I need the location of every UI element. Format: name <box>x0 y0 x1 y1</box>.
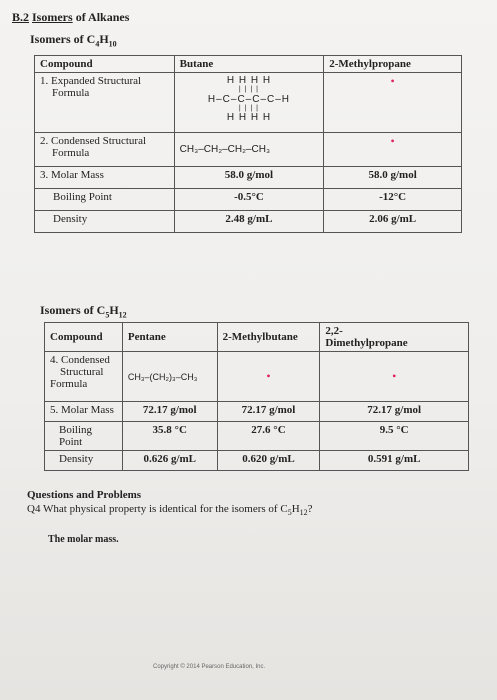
section-title-tail: of Alkanes <box>72 10 130 24</box>
butane-density: 2.48 g/mL <box>174 211 324 233</box>
table-row <box>35 167 462 189</box>
pentane-condensed-formula: CH₃–(CH₂)₃–CH₃ <box>122 352 217 402</box>
methylpropane-boiling-point: -12°C <box>324 189 462 211</box>
questions-heading: Questions and Problems <box>27 489 142 501</box>
column-header-2-methylbutane: 2-Methylbutane <box>217 323 320 352</box>
methylpropane-expanded-cell <box>324 73 462 133</box>
answer-marker-icon: • <box>390 74 395 88</box>
section-number: B.2 <box>12 10 30 24</box>
table-row <box>45 451 469 471</box>
table-row <box>35 73 462 133</box>
dimethylpropane-density: 0.591 g/mL <box>320 451 469 471</box>
butane-molar-mass: 58.0 g/mol <box>174 167 324 189</box>
methylbutane-boiling-point: 27.6 °C <box>217 422 320 451</box>
question-q4: Q4 What physical property is identical for the isomers of $C_5H_{12}$? <box>27 503 313 518</box>
pentane-density: 0.626 g/mL <box>122 451 217 471</box>
answer-marker-icon: • <box>266 369 271 383</box>
answer-marker-icon: • <box>392 369 397 383</box>
methylpropane-condensed-cell <box>324 133 462 167</box>
table-row <box>45 402 469 422</box>
answer-marker-icon: • <box>390 134 395 148</box>
pentane-boiling-point: 35.8 °C <box>122 422 217 451</box>
table-row <box>35 133 462 167</box>
row-label-condensed-formula: 2. Condensed Structural Formula <box>35 133 175 167</box>
column-header-2-methylpropane: 2-Methylpropane <box>324 56 462 73</box>
butane-isomers-title: Isomers of $C_4H_{10}$ <box>30 32 117 49</box>
row-label-condensed-formula: 4. Condensed Structural Formula <box>45 352 123 402</box>
butane-isomers-table <box>34 55 462 233</box>
methylpropane-density: 2.06 g/mL <box>324 211 462 233</box>
table-row <box>45 323 469 352</box>
dimethylpropane-boiling-point: 9.5 °C <box>320 422 469 451</box>
pentane-molar-mass: 72.17 g/mol <box>122 402 217 422</box>
table-row <box>35 211 462 233</box>
pentane-isomers-title: Isomers of $C_5H_{12}$ <box>40 303 127 320</box>
butane-expanded-structure: H H H H | | | | H–C–C–C–C–H | | | | H H H H <box>174 73 324 133</box>
answer-q4: The molar mass. <box>48 534 119 545</box>
row-label-density: Density <box>45 451 123 471</box>
copyright-notice: Copyright © 2014 Pearson Education, Inc. <box>153 664 266 670</box>
column-header-compound: Compound <box>45 323 123 352</box>
methylbutane-condensed-cell <box>217 352 320 402</box>
methylpropane-molar-mass: 58.0 g/mol <box>324 167 462 189</box>
section-title <box>12 10 129 25</box>
methylbutane-density: 0.620 g/mL <box>217 451 320 471</box>
column-header-pentane: Pentane <box>122 323 217 352</box>
column-header-compound: Compound <box>35 56 175 73</box>
row-label-boiling-point: Boiling Point <box>45 422 123 451</box>
table-row <box>45 422 469 451</box>
table-row <box>35 56 462 73</box>
table-row <box>45 352 469 402</box>
row-label-density: Density <box>35 211 175 233</box>
column-header-dimethylpropane: 2,2- Dimethylpropane <box>320 323 469 352</box>
dimethylpropane-molar-mass: 72.17 g/mol <box>320 402 469 422</box>
dimethylpropane-condensed-cell <box>320 352 469 402</box>
column-header-butane: Butane <box>174 56 324 73</box>
butane-condensed-formula: CH₃–CH₂–CH₂–CH₃ <box>174 133 324 167</box>
pentane-isomers-table <box>44 322 469 471</box>
butane-boiling-point: -0.5°C <box>174 189 324 211</box>
row-label-boiling-point: Boiling Point <box>35 189 175 211</box>
row-label-expanded-formula: 1. Expanded Structural Formula <box>35 73 175 133</box>
row-label-molar-mass: 5. Molar Mass <box>45 402 123 422</box>
methylbutane-molar-mass: 72.17 g/mol <box>217 402 320 422</box>
row-label-molar-mass: 3. Molar Mass <box>35 167 175 189</box>
table-row <box>35 189 462 211</box>
section-title-word: Isomers <box>32 10 73 24</box>
